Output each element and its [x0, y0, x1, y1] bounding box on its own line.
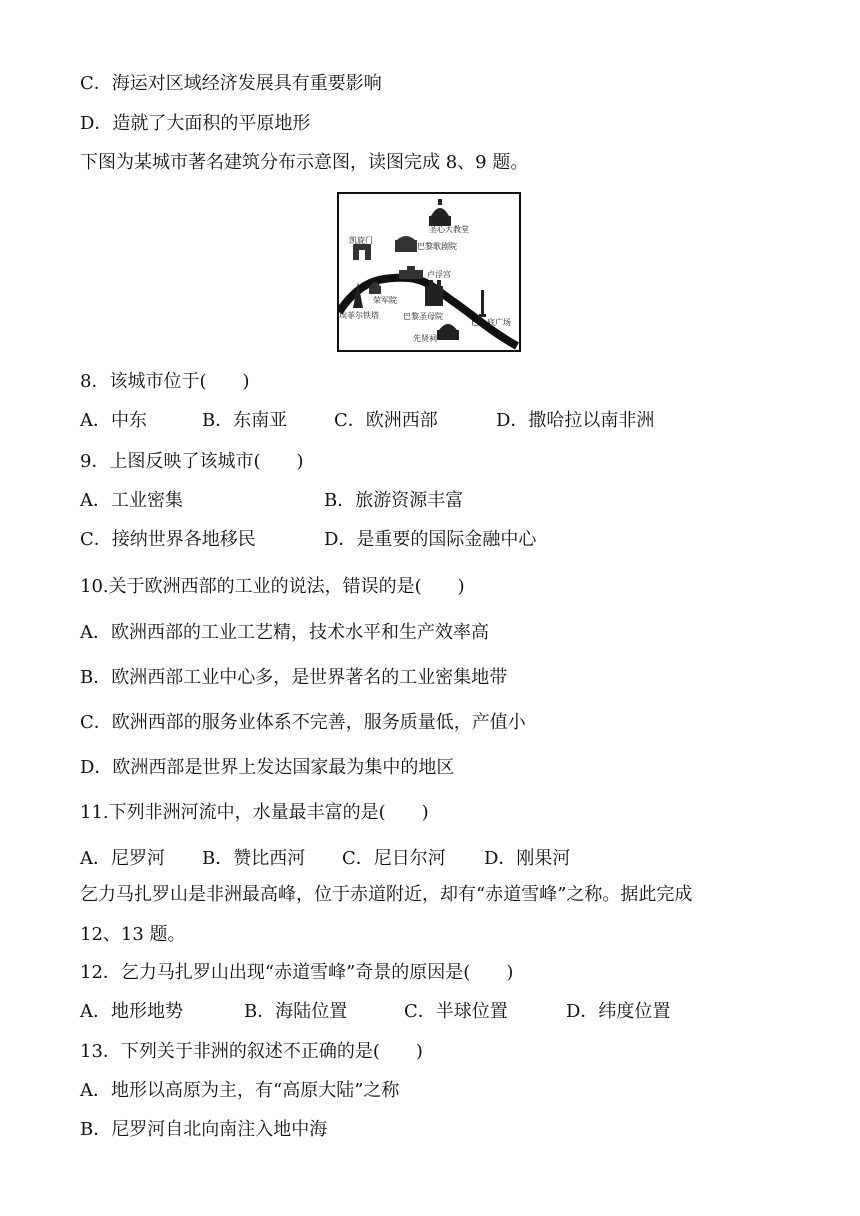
label-louvre: 卢浮宫 — [427, 270, 451, 279]
question-10: 10.关于欧洲西部的工业的说法，错误的是( ) — [80, 576, 465, 597]
question-9: 9．上图反映了该城市( ) — [80, 451, 304, 472]
q9-option-d: D．是重要的国际金融中心 — [324, 529, 537, 550]
question-13: 13．下列关于非洲的叙述不正确的是( ) — [80, 1041, 423, 1062]
option-d-line: D．造就了大面积的平原地形 — [80, 113, 311, 134]
label-opera: 巴黎歌剧院 — [417, 242, 457, 251]
label-sacre-coeur: 圣心大教堂 — [429, 225, 469, 234]
q8-option-a: A．中东 — [80, 410, 147, 431]
intro-12-13: 乞力马扎罗山是非洲最高峰，位于赤道附近，却有“赤道雪峰”之称。据此完成 — [80, 884, 693, 905]
intro-8-9: 下图为某城市著名建筑分布示意图，读图完成 8、9 题。 — [80, 152, 529, 173]
label-eiffel: 埃菲尔铁塔 — [339, 311, 379, 320]
opera-icon — [395, 236, 417, 252]
q10-option-b: B．欧洲西部工业中心多，是世界著名的工业密集地带 — [80, 667, 508, 688]
q12-option-b: B．海陆位置 — [244, 1001, 348, 1022]
q11-option-a: A．尼罗河 — [80, 848, 165, 869]
q9-option-c: C．接纳世界各地移民 — [80, 529, 256, 550]
city-landmark-map — [337, 192, 521, 352]
arc-de-triomphe-icon — [353, 244, 371, 260]
q12-option-d: D．纬度位置 — [566, 1001, 671, 1022]
q10-option-c: C．欧洲西部的服务业体系不完善，服务质量低，产值小 — [80, 712, 526, 733]
option-c-line: C．海运对区域经济发展具有重要影响 — [80, 73, 382, 94]
q12-option-a: A．地形地势 — [80, 1001, 183, 1022]
label-invalides: 荣军院 — [373, 296, 397, 305]
intro-12-13-cont: 12、13 题。 — [80, 924, 186, 945]
q11-option-c: C．尼日尔河 — [342, 848, 446, 869]
sacre-coeur-icon — [429, 199, 451, 226]
q8-option-d: D．撒哈拉以南非洲 — [496, 410, 655, 431]
q10-option-d: D．欧洲西部是世界上发达国家最为集中的地区 — [80, 757, 455, 778]
pantheon-icon — [437, 324, 459, 340]
label-arc: 凯旋门 — [349, 236, 373, 245]
label-notre-dame: 巴黎圣母院 — [403, 312, 443, 321]
label-pantheon: 先贤祠 — [413, 334, 437, 343]
q10-option-a: A．欧洲西部的工业工艺精，技术水平和生产效率高 — [80, 622, 489, 643]
q8-option-b: B．东南亚 — [202, 410, 288, 431]
bastille-column-icon — [479, 290, 486, 317]
louvre-icon — [399, 266, 423, 279]
question-11: 11.下列非洲河流中，水量最丰富的是( ) — [80, 802, 429, 823]
question-12: 12．乞力马扎罗山出现“赤道雪峰”奇景的原因是( ) — [80, 962, 514, 983]
q11-option-b: B．赞比西河 — [202, 848, 306, 869]
q8-option-c: C．欧洲西部 — [334, 410, 438, 431]
q13-option-a: A．地形以高原为主，有“高原大陆”之称 — [80, 1080, 400, 1101]
q9-option-a: A．工业密集 — [80, 490, 183, 511]
label-bastille: 巴士底广场 — [471, 318, 511, 327]
q13-option-b: B．尼罗河自北向南注入地中海 — [80, 1119, 328, 1140]
q9-option-b: B．旅游资源丰富 — [324, 490, 464, 511]
q12-option-c: C．半球位置 — [404, 1001, 508, 1022]
question-8: 8．该城市位于( ) — [80, 371, 250, 392]
q11-option-d: D．刚果河 — [484, 848, 571, 869]
